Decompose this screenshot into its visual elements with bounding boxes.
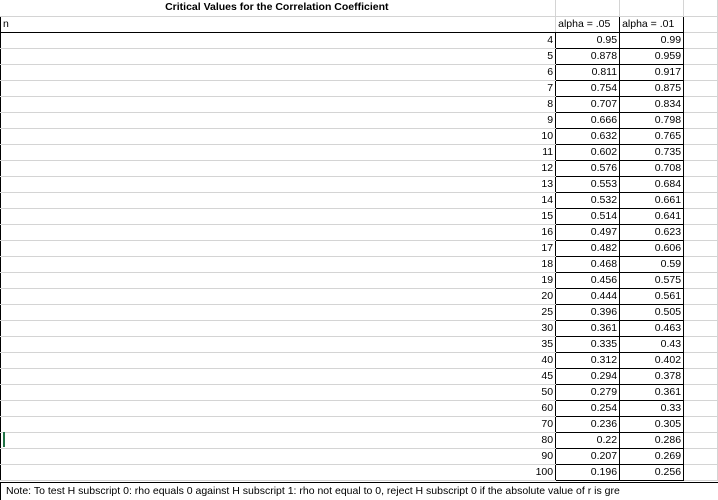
alpha-05-cell[interactable]: 0.22 [556, 432, 620, 448]
cell[interactable] [684, 352, 718, 368]
table-row [1, 336, 718, 352]
alpha-05-cell[interactable]: 0.468 [556, 256, 620, 272]
alpha-05-cell[interactable]: 0.361 [556, 320, 620, 336]
alpha-05-cell[interactable]: 0.95 [556, 32, 620, 48]
alpha-01-cell[interactable]: 0.765 [620, 128, 684, 144]
alpha-01-cell[interactable]: 0.99 [620, 32, 684, 48]
cell[interactable] [684, 16, 718, 32]
cell[interactable] [684, 208, 718, 224]
n-value-cell[interactable]: 10 [1, 128, 556, 144]
n-header[interactable]: n [1, 16, 556, 32]
cell[interactable] [684, 64, 718, 80]
n-value-cell[interactable]: 20 [1, 288, 556, 304]
footnote[interactable]: Note: To test H subscript 0: rho equals 0 against H subscript 1: rho not equal to 0, reject H subscript 0 if the absolute value of r is gre [0, 482, 718, 500]
alpha-05-cell[interactable]: 0.514 [556, 208, 620, 224]
n-value-cell[interactable]: 70 [1, 416, 556, 432]
cell[interactable] [684, 288, 718, 304]
table-row [1, 272, 718, 288]
n-value-cell[interactable]: 45 [1, 368, 556, 384]
alpha-05-cell[interactable]: 0.456 [556, 272, 620, 288]
cell[interactable] [684, 80, 718, 96]
table-row [1, 400, 718, 416]
cell[interactable] [684, 96, 718, 112]
alpha-05-cell[interactable]: 0.878 [556, 48, 620, 64]
alpha-05-cell[interactable]: 0.196 [556, 464, 620, 480]
table-row [1, 160, 718, 176]
cell[interactable] [684, 320, 718, 336]
alpha-01-cell[interactable]: 0.378 [620, 368, 684, 384]
alpha-05-cell[interactable]: 0.312 [556, 352, 620, 368]
alpha-05-cell[interactable]: 0.396 [556, 304, 620, 320]
table-row [1, 320, 718, 336]
alpha-05-cell[interactable]: 0.335 [556, 336, 620, 352]
alpha-01-cell[interactable]: 0.256 [620, 464, 684, 480]
alpha-01-cell[interactable]: 0.917 [620, 64, 684, 80]
n-value-cell[interactable]: 4 [1, 32, 556, 48]
table-row [1, 48, 718, 64]
alpha-01-cell[interactable]: 0.641 [620, 208, 684, 224]
alpha-05-cell[interactable]: 0.754 [556, 80, 620, 96]
table-row [1, 144, 718, 160]
alpha-05-cell[interactable]: 0.482 [556, 240, 620, 256]
table-row [1, 304, 718, 320]
cell[interactable] [684, 224, 718, 240]
cell[interactable] [684, 48, 718, 64]
alpha-05-cell[interactable]: 0.602 [556, 144, 620, 160]
alpha-01-cell[interactable]: 0.708 [620, 160, 684, 176]
alpha-01-cell[interactable]: 0.606 [620, 240, 684, 256]
table-title[interactable]: Critical Values for the Correlation Coefficient [1, 0, 556, 16]
cell[interactable] [684, 464, 718, 480]
title-row [1, 0, 718, 16]
alpha-01-cell[interactable]: 0.361 [620, 384, 684, 400]
alpha-01-cell[interactable]: 0.463 [620, 320, 684, 336]
n-value-cell[interactable]: 35 [1, 336, 556, 352]
n-value-cell[interactable]: 15 [1, 208, 556, 224]
cell[interactable] [684, 176, 718, 192]
cell[interactable] [556, 0, 620, 16]
table-row [1, 432, 718, 448]
cell[interactable] [684, 304, 718, 320]
alpha-05-cell[interactable]: 0.294 [556, 368, 620, 384]
table-row [1, 176, 718, 192]
alpha-01-cell[interactable]: 0.798 [620, 112, 684, 128]
alpha-05-cell[interactable]: 0.632 [556, 128, 620, 144]
table-row [1, 448, 718, 464]
cell[interactable] [684, 432, 718, 448]
alpha-01-header[interactable]: alpha = .01 [620, 16, 684, 32]
table-row [1, 464, 718, 480]
alpha-01-cell[interactable]: 0.286 [620, 432, 684, 448]
n-value-cell[interactable]: 90 [1, 448, 556, 464]
alpha-05-cell[interactable]: 0.497 [556, 224, 620, 240]
alpha-05-cell[interactable]: 0.254 [556, 400, 620, 416]
n-value-cell[interactable]: 6 [1, 64, 556, 80]
n-value-cell[interactable]: 40 [1, 352, 556, 368]
alpha-01-cell[interactable]: 0.402 [620, 352, 684, 368]
cell[interactable] [684, 0, 718, 16]
n-value-cell[interactable]: 30 [1, 320, 556, 336]
alpha-01-cell[interactable]: 0.59 [620, 256, 684, 272]
cell[interactable] [620, 0, 684, 16]
table-row [1, 96, 718, 112]
alpha-05-cell[interactable]: 0.707 [556, 96, 620, 112]
table-row [1, 368, 718, 384]
n-value-cell[interactable]: 19 [1, 272, 556, 288]
n-value-cell[interactable]: 5 [1, 48, 556, 64]
table-row [1, 80, 718, 96]
n-value-cell[interactable]: 7 [1, 80, 556, 96]
table-row [1, 384, 718, 400]
n-value-cell[interactable]: 100 [1, 464, 556, 480]
n-value-cell[interactable]: 8 [1, 96, 556, 112]
n-value-cell[interactable]: 16 [1, 224, 556, 240]
table-row [1, 224, 718, 240]
n-value-cell[interactable]: 60 [1, 400, 556, 416]
alpha-05-cell[interactable]: 0.666 [556, 112, 620, 128]
table-row [1, 32, 718, 48]
cell[interactable] [684, 336, 718, 352]
alpha-01-cell[interactable]: 0.305 [620, 416, 684, 432]
table-row [1, 128, 718, 144]
cell[interactable] [684, 112, 718, 128]
cell[interactable] [684, 256, 718, 272]
n-value-cell[interactable]: 14 [1, 192, 556, 208]
table-row [1, 64, 718, 80]
n-value-cell[interactable]: 12 [1, 160, 556, 176]
alpha-01-cell[interactable]: 0.43 [620, 336, 684, 352]
cell[interactable] [684, 448, 718, 464]
alpha-01-cell[interactable]: 0.834 [620, 96, 684, 112]
cell[interactable] [684, 192, 718, 208]
cell[interactable] [684, 128, 718, 144]
alpha-01-cell[interactable]: 0.561 [620, 288, 684, 304]
n-value-cell[interactable]: 13 [1, 176, 556, 192]
alpha-01-cell[interactable]: 0.735 [620, 144, 684, 160]
alpha-01-cell[interactable]: 0.575 [620, 272, 684, 288]
alpha-05-cell[interactable]: 0.236 [556, 416, 620, 432]
alpha-01-cell[interactable]: 0.269 [620, 448, 684, 464]
n-value-cell[interactable]: 25 [1, 304, 556, 320]
cell[interactable] [684, 144, 718, 160]
cell[interactable] [684, 416, 718, 432]
header-row [1, 16, 718, 32]
table-row [1, 112, 718, 128]
n-value-cell[interactable]: 18 [1, 256, 556, 272]
n-value-cell[interactable]: 80 [1, 432, 556, 448]
table-row [1, 416, 718, 432]
alpha-01-cell[interactable]: 0.33 [620, 400, 684, 416]
n-value-cell[interactable]: 50 [1, 384, 556, 400]
alpha-05-cell[interactable]: 0.576 [556, 160, 620, 176]
cell[interactable] [684, 384, 718, 400]
cell[interactable] [684, 400, 718, 416]
alpha-01-cell[interactable]: 0.875 [620, 80, 684, 96]
cell[interactable] [684, 160, 718, 176]
table-row [1, 208, 718, 224]
alpha-05-cell[interactable]: 0.553 [556, 176, 620, 192]
cell[interactable] [684, 368, 718, 384]
alpha-05-cell[interactable]: 0.811 [556, 64, 620, 80]
n-value-cell[interactable]: 11 [1, 144, 556, 160]
alpha-05-header[interactable]: alpha = .05 [556, 16, 620, 32]
alpha-05-cell[interactable]: 0.444 [556, 288, 620, 304]
cell[interactable] [684, 32, 718, 48]
cell[interactable] [684, 240, 718, 256]
table-row [1, 192, 718, 208]
alpha-05-cell[interactable]: 0.532 [556, 192, 620, 208]
n-value-cell[interactable]: 17 [1, 240, 556, 256]
alpha-01-cell[interactable]: 0.505 [620, 304, 684, 320]
table-row [1, 352, 718, 368]
n-value-cell[interactable]: 9 [1, 112, 556, 128]
alpha-01-cell[interactable]: 0.661 [620, 192, 684, 208]
alpha-01-cell[interactable]: 0.623 [620, 224, 684, 240]
cell[interactable] [684, 272, 718, 288]
alpha-05-cell[interactable]: 0.207 [556, 448, 620, 464]
table-row [1, 256, 718, 272]
table-row [1, 240, 718, 256]
selection-indicator [3, 432, 5, 447]
alpha-05-cell[interactable]: 0.279 [556, 384, 620, 400]
table-row [1, 288, 718, 304]
alpha-01-cell[interactable]: 0.684 [620, 176, 684, 192]
alpha-01-cell[interactable]: 0.959 [620, 48, 684, 64]
